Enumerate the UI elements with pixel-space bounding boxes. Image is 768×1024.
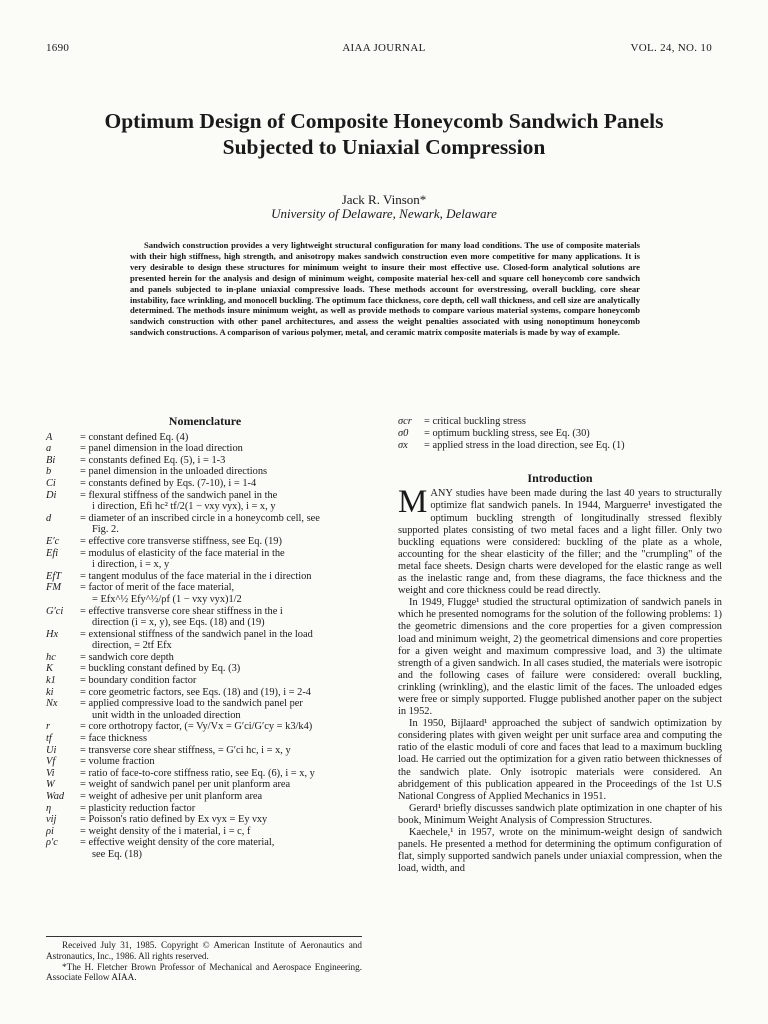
nomenclature-heading: Nomenclature bbox=[168, 414, 242, 428]
author-name: Jack R. Vinson* bbox=[341, 192, 427, 207]
nomenclature-entry bbox=[46, 837, 364, 849]
nomenclature-entry bbox=[46, 698, 364, 710]
nomenclature-definition: = transverse core shear stiffness, = G′ci hc, i = x, y bbox=[80, 744, 291, 756]
nomenclature-definition: = constants defined Eq. (5), i = 1-3 bbox=[80, 454, 226, 466]
nomenclature-definition: = buckling constant defined by Eq. (3) bbox=[80, 663, 241, 675]
nomenclature-definition: = core orthotropy factor, (= Vy/Vx = G′ci/G′cy = k3/k4) bbox=[80, 721, 313, 733]
nomenclature-definition: = effective core transverse stiffness, see Eq. (19) bbox=[80, 535, 282, 547]
nomenclature-symbol: A bbox=[46, 431, 53, 443]
nomenclature-definition-continued: direction (i = x, y), see Eqs. (18) and (19) bbox=[92, 617, 265, 629]
nomenclature-definition-continued: Fig. 2. bbox=[92, 524, 119, 536]
nomenclature-entry bbox=[46, 478, 364, 490]
nomenclature-entry bbox=[46, 756, 364, 768]
nomenclature-definition-continued: see Eq. (18) bbox=[92, 848, 142, 860]
journal-name: AIAA JOURNAL bbox=[342, 42, 426, 54]
nomenclature-symbol: b bbox=[46, 466, 52, 478]
abstract: Sandwich construction provides a very lightweight structural configuration for many load conditions. The use of composite materials with their high stiffness, high strength, and anisotropy makes sandwich construction even more competitive for many applications. It is very desirable to design these structures for minimum weight to insure their most effective use. Closed-form analytical solutions are presented herein for the analysis and design of minimum weight, composite material hex-cell and square cell honeycomb core sandwich and panels subjected to in-plane uniaxial compressive loads. These methods account for overstressing, overall buckling, core shear instability, face wrinkling, and monocell buckling. The optimum face thickness, core depth, cell wall thickness, and cell size are analytically determined. The methods insure minimum weight, as well as provide methods to compare various material systems, compare honeycomb sandwich construction with other panel architectures, and assess the weight penalties associated with using nonoptimum honeycomb sandwich constructions. A comparison of various polymer, metal, and ceramic matrix composite materials is made by way of example. bbox=[130, 240, 640, 338]
nomenclature-symbol: FM bbox=[46, 582, 62, 594]
nomenclature-definition-continued: i direction, Efi hc² tf/2(1 − νxy νyx), i = x, y bbox=[92, 501, 276, 513]
nomenclature-entry-continuation bbox=[46, 640, 364, 652]
received-footnote: Received July 31, 1985. Copyright © American Institute of Aeronautics and Astronautics, Inc., 1986. All rights reserved. bbox=[46, 940, 362, 961]
nomenclature-definition: = optimum buckling stress, see Eq. (30) bbox=[424, 428, 590, 440]
nomenclature-entry bbox=[46, 536, 364, 548]
nomenclature-definition: = weight of adhesive per unit planform area bbox=[80, 791, 263, 802]
nomenclature-entry-continuation bbox=[46, 501, 364, 513]
nomenclature-entry bbox=[46, 803, 364, 815]
nomenclature-definition-continued: unit width in the unloaded direction bbox=[92, 709, 241, 721]
nomenclature-entry bbox=[46, 745, 364, 757]
nomenclature-definition: = constants defined by Eqs. (7-10), i = 1-4 bbox=[80, 477, 257, 489]
nomenclature-symbol: Vi bbox=[46, 767, 55, 779]
nomenclature-symbol: Efi bbox=[46, 547, 59, 559]
nomenclature-symbol: Ci bbox=[46, 477, 56, 489]
nomenclature-symbol: E′c bbox=[46, 535, 60, 547]
nomenclature-entry bbox=[46, 779, 364, 791]
nomenclature-symbol: η bbox=[46, 802, 52, 814]
introduction-paragraph: In 1949, Flugge¹ studied the structural optimization of sandwich panels in which he presented nomograms for the solution of the following problems: 1) the geometric dimensions and the core properties for a given compression load and minimum weight, 2) the geometrical dimensions and core properties for a given weight and maximum compressive load, and 3) the ultimate strength of a given sandwich. In all cases studied, the materials were isotropic and the following cases of failure were considered: overall buckling, crinkling (wrinkling), and the elastic limit of the faces. The unloaded edges were free or simply supported. Flugge published another paper on the subject in 1952. bbox=[398, 597, 722, 718]
nomenclature-entry bbox=[46, 791, 364, 803]
nomenclature-entry bbox=[46, 768, 364, 780]
nomenclature-definition: = sandwich core depth bbox=[80, 651, 174, 663]
nomenclature-entry bbox=[46, 629, 364, 641]
nomenclature-definition: = effective transverse core shear stiffness in the i bbox=[80, 605, 283, 617]
introduction-paragraph: In 1950, Bijlaard¹ approached the subject of sandwich optimization by considering plates with given weight per unit surface area and computing the ratio of the elastic moduli of core and faces that lead to a maximum buckling load. He carried out the optimization for a given ratio between thicknesses of the sandwich plate. Only isotropic materials were considered. An abridgement of this publication appeared in the Proceedings of the 1st U.S National Congress of Applied Mechanics in 1951. bbox=[398, 718, 722, 802]
nomenclature-definition: = Poisson's ratio defined by Ex νyx = Ey νxy bbox=[80, 814, 268, 826]
nomenclature-entry bbox=[46, 687, 364, 699]
introduction-paragraph-text: ANY studies have been made during the last 40 years to structurally optimize flat sandwich panels. In 1944, Marguerre¹ investigated the optimum buckling strength of longitudinally stressed flexibly supported plates consisting of two metal faces and a light filler. Only two buckling equations were considered: buckling of the plate as a whole, accounting for the shear elasticity of the filler; and the "crumpling" of the metal face sheets. Design charts were developed for the elastic range as well as the inelastic range and, from these diagrams, the face thickness and the weight and core thickness could be read directly. bbox=[398, 488, 722, 597]
nomenclature-symbol: G′ci bbox=[46, 605, 64, 617]
nomenclature-entry bbox=[46, 826, 364, 838]
nomenclature-symbol: σcr bbox=[398, 416, 412, 427]
nomenclature-definition: = boundary condition factor bbox=[80, 675, 197, 687]
introduction-body bbox=[398, 484, 722, 875]
nomenclature-definition: = panel dimension in the unloaded directions bbox=[80, 466, 268, 478]
footnotes bbox=[46, 936, 362, 983]
nomenclature-definition: = constant defined Eq. (4) bbox=[80, 431, 189, 443]
nomenclature-entry bbox=[46, 513, 364, 525]
nomenclature-definition: = extensional stiffness of the sandwich panel in the load bbox=[80, 628, 313, 640]
nomenclature-symbol-spacer bbox=[46, 501, 80, 513]
nomenclature-definition: = critical buckling stress bbox=[424, 416, 526, 427]
nomenclature-entry bbox=[46, 582, 364, 594]
nomenclature-entry bbox=[46, 432, 364, 444]
nomenclature-entry bbox=[46, 466, 364, 478]
nomenclature-definition-continued: direction, = 2tf Efx bbox=[92, 640, 172, 652]
right-column bbox=[398, 416, 722, 875]
nomenclature-definition: = effective weight density of the core material, bbox=[80, 837, 275, 849]
nomenclature-entry bbox=[46, 652, 364, 664]
nomenclature-symbol: σ0 bbox=[398, 428, 409, 440]
nomenclature-definition: = modulus of elasticity of the face material in the bbox=[80, 547, 285, 559]
nomenclature-symbol: νij bbox=[46, 814, 57, 826]
nomenclature-symbol: Vf bbox=[46, 756, 56, 768]
nomenclature-entry bbox=[398, 416, 722, 428]
nomenclature-definition-continued: = Efx^½ Efy^½/ρf (1 − νxy νyx)1/2 bbox=[92, 593, 242, 605]
nomenclature-symbol: r bbox=[46, 721, 51, 733]
nomenclature-entry bbox=[46, 490, 364, 502]
nomenclature-continued bbox=[398, 416, 722, 452]
nomenclature-symbol: ρ′c bbox=[46, 837, 58, 849]
nomenclature-entry bbox=[46, 663, 364, 675]
nomenclature-entry bbox=[46, 675, 364, 687]
nomenclature-list bbox=[46, 432, 364, 861]
introduction-paragraph: Gerard¹ briefly discusses sandwich plate optimization in one chapter of his book, Minimum Weight Analysis of Compression Structures. bbox=[398, 802, 722, 826]
nomenclature-entry bbox=[46, 733, 364, 745]
nomenclature-entry-continuation bbox=[46, 594, 364, 606]
introduction-paragraph: Kaechele,¹ in 1957, wrote on the minimum-weight design of sandwich panels. He presented a method for determining the optimum configuration of flat, simply supported sandwich panels under uniaxial compression, when the load, width, and bbox=[398, 827, 722, 875]
introduction-heading: Introduction bbox=[527, 471, 593, 486]
nomenclature-entry-continuation bbox=[46, 710, 364, 722]
nomenclature-symbol: σx bbox=[398, 440, 408, 452]
nomenclature-symbol-spacer bbox=[46, 524, 80, 536]
nomenclature-symbol-spacer bbox=[46, 617, 80, 629]
nomenclature-definition: = applied compressive load to the sandwich panel per bbox=[80, 698, 303, 710]
nomenclature-symbol: ki bbox=[46, 686, 54, 698]
nomenclature-definition: = weight density of the i material, i = c, f bbox=[80, 825, 251, 837]
drop-cap: M bbox=[398, 484, 428, 521]
nomenclature-symbol: k1 bbox=[46, 675, 56, 687]
nomenclature-symbol-spacer bbox=[46, 640, 80, 652]
nomenclature-symbol: d bbox=[46, 512, 52, 524]
nomenclature-entry bbox=[46, 814, 364, 826]
nomenclature-definition: = applied stress in the load direction, see Eq. (1) bbox=[424, 440, 625, 452]
nomenclature-symbol-spacer bbox=[46, 559, 80, 571]
nomenclature-symbol: Bi bbox=[46, 454, 56, 466]
nomenclature-symbol: Hx bbox=[46, 628, 59, 640]
nomenclature-symbol-spacer bbox=[46, 849, 80, 861]
nomenclature-entry-continuation bbox=[46, 559, 364, 571]
nomenclature-entry bbox=[46, 548, 364, 560]
nomenclature-definition: = tangent modulus of the face material in the i direction bbox=[80, 570, 312, 582]
nomenclature-definition: = volume fraction bbox=[80, 756, 155, 768]
nomenclature-symbol: Ui bbox=[46, 744, 57, 756]
nomenclature-definition: = ratio of face-to-core stiffness ratio, see Eq. (6), i = x, y bbox=[80, 767, 315, 779]
nomenclature-symbol: Di bbox=[46, 489, 57, 501]
nomenclature-symbol: hc bbox=[46, 651, 56, 663]
author-footnote: *The H. Fletcher Brown Professor of Mechanical and Aerospace Engineering. Associate Fellow AIAA. bbox=[46, 961, 362, 983]
nomenclature-entry bbox=[46, 455, 364, 467]
nomenclature-entry bbox=[46, 606, 364, 618]
nomenclature-symbol: a bbox=[46, 443, 52, 455]
page-number: 1690 bbox=[46, 42, 70, 54]
nomenclature-entry-continuation bbox=[46, 849, 364, 861]
nomenclature-definition: = core geometric factors, see Eqs. (18) and (19), i = 2-4 bbox=[80, 686, 311, 698]
nomenclature-definition: = factor of merit of the face material, bbox=[80, 582, 235, 594]
nomenclature-entry-continuation bbox=[46, 524, 364, 536]
nomenclature-definition: = plasticity reduction factor bbox=[80, 802, 196, 814]
nomenclature-section bbox=[46, 416, 364, 861]
nomenclature-definition-continued: i direction, i = x, y bbox=[92, 559, 170, 571]
nomenclature-entry bbox=[46, 571, 364, 583]
footnote-rule bbox=[46, 936, 362, 937]
nomenclature-symbol: ρi bbox=[46, 825, 54, 837]
nomenclature-symbol: Nx bbox=[46, 698, 58, 710]
nomenclature-entry bbox=[46, 443, 364, 455]
nomenclature-definition: = panel dimension in the load direction bbox=[80, 443, 243, 455]
nomenclature-definition: = diameter of an inscribed circle in a honeycomb cell, see bbox=[80, 512, 320, 524]
nomenclature-definition: = weight of sandwich panel per unit planform area bbox=[80, 779, 291, 791]
introduction-paragraph bbox=[398, 484, 722, 597]
nomenclature-entry-continuation bbox=[46, 617, 364, 629]
nomenclature-symbol: EfT bbox=[46, 570, 62, 582]
nomenclature-entry bbox=[46, 721, 364, 733]
nomenclature-symbol: tf bbox=[46, 733, 52, 745]
nomenclature-entry bbox=[398, 440, 722, 452]
nomenclature-definition: = face thickness bbox=[80, 733, 148, 745]
paper-title: Optimum Design of Composite Honeycomb Sandwich Panels Subjected to Uniaxial Compression bbox=[104, 109, 664, 159]
nomenclature-entry bbox=[398, 428, 722, 440]
nomenclature-definition: = flexural stiffness of the sandwich panel in the bbox=[80, 489, 278, 501]
volume-issue: VOL. 24, NO. 10 bbox=[630, 42, 712, 54]
nomenclature-symbol: Wad bbox=[46, 791, 65, 802]
author-affiliation: University of Delaware, Newark, Delaware bbox=[271, 206, 497, 221]
nomenclature-symbol-spacer bbox=[46, 594, 80, 606]
nomenclature-symbol: W bbox=[46, 779, 55, 791]
nomenclature-symbol: K bbox=[46, 663, 53, 675]
nomenclature-symbol-spacer bbox=[46, 710, 80, 722]
